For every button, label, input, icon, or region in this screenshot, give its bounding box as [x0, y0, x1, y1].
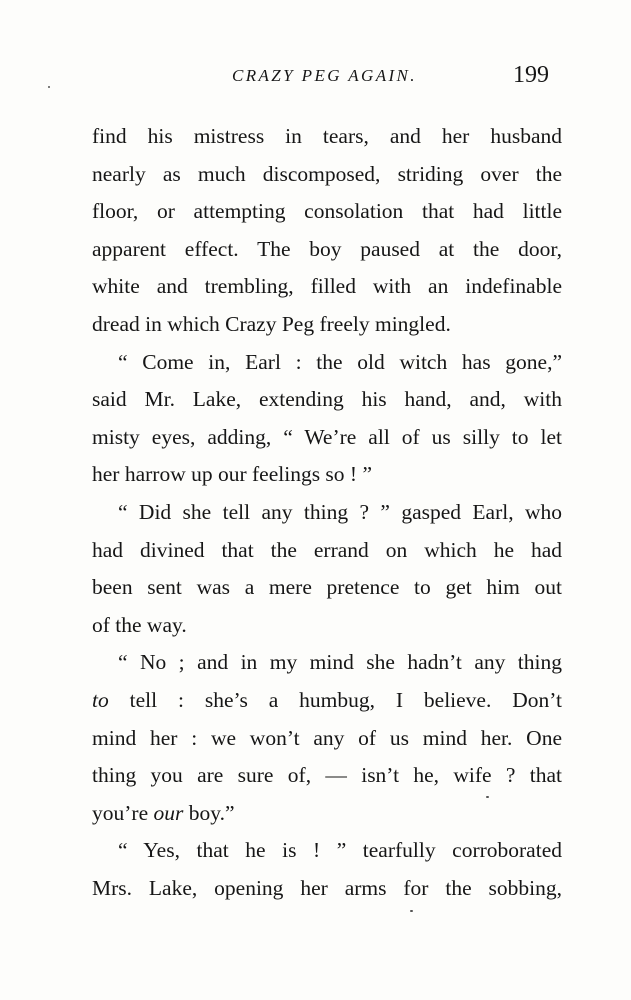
text-line: thing you are sure of, — isn’t he, wife ? that: [92, 763, 562, 788]
running-head: [0, 62, 631, 92]
text-line-with-emphasis: [92, 682, 562, 720]
text-fragment: tell : she’s a humbug, I believe. Don’t: [129, 687, 562, 712]
text-line: “ Come in, Earl : the old witch has gone,”: [118, 349, 562, 374]
text-line: Mrs. Lake, opening her arms for the sobbing,: [92, 875, 562, 900]
text-line: dread in which Crazy Peg freely mingled.: [92, 311, 451, 336]
text-line: nearly as much discomposed, striding over the: [92, 161, 562, 186]
running-title: CRAZY PEG AGAIN.: [232, 66, 417, 85]
text-line: floor, or attempting consolation that had little: [92, 199, 562, 224]
text-line: had divined that the errand on which he had: [92, 537, 562, 562]
text-fragment: boy.”: [183, 800, 235, 825]
text-line: her harrow up our feelings so ! ”: [92, 462, 373, 487]
text-line: misty eyes, adding, “ We’re all of us silly to let: [92, 424, 562, 449]
text-line: find his mistress in tears, and her husband: [92, 124, 562, 148]
page-number: 199: [513, 62, 549, 88]
text-line: “ Yes, that he is ! ” tearfully corroborated: [118, 838, 562, 863]
print-speck: [486, 796, 489, 798]
text-line: apparent effect. The boy paused at the door,: [92, 236, 562, 261]
print-speck: [410, 910, 413, 912]
body-text: [92, 118, 562, 907]
emphasis-to: to: [92, 687, 109, 712]
text-line: “ No ; and in my mind she hadn’t any thing: [118, 650, 562, 675]
text-line: “ Did she tell any thing ? ” gasped Earl, who: [118, 499, 562, 524]
text-line-with-emphasis: [92, 795, 562, 833]
text-line: mind her : we won’t any of us mind her. One: [92, 725, 562, 750]
text-line: been sent was a mere pretence to get him out: [92, 575, 562, 600]
text-fragment: you’re: [92, 800, 154, 825]
text-line: of the way.: [92, 612, 187, 637]
text-line: said Mr. Lake, extending his hand, and, with: [92, 387, 562, 412]
emphasis-our: our: [153, 800, 184, 825]
print-speck: [48, 86, 50, 88]
text-line: white and trembling, filled with an indefinable: [92, 274, 562, 299]
